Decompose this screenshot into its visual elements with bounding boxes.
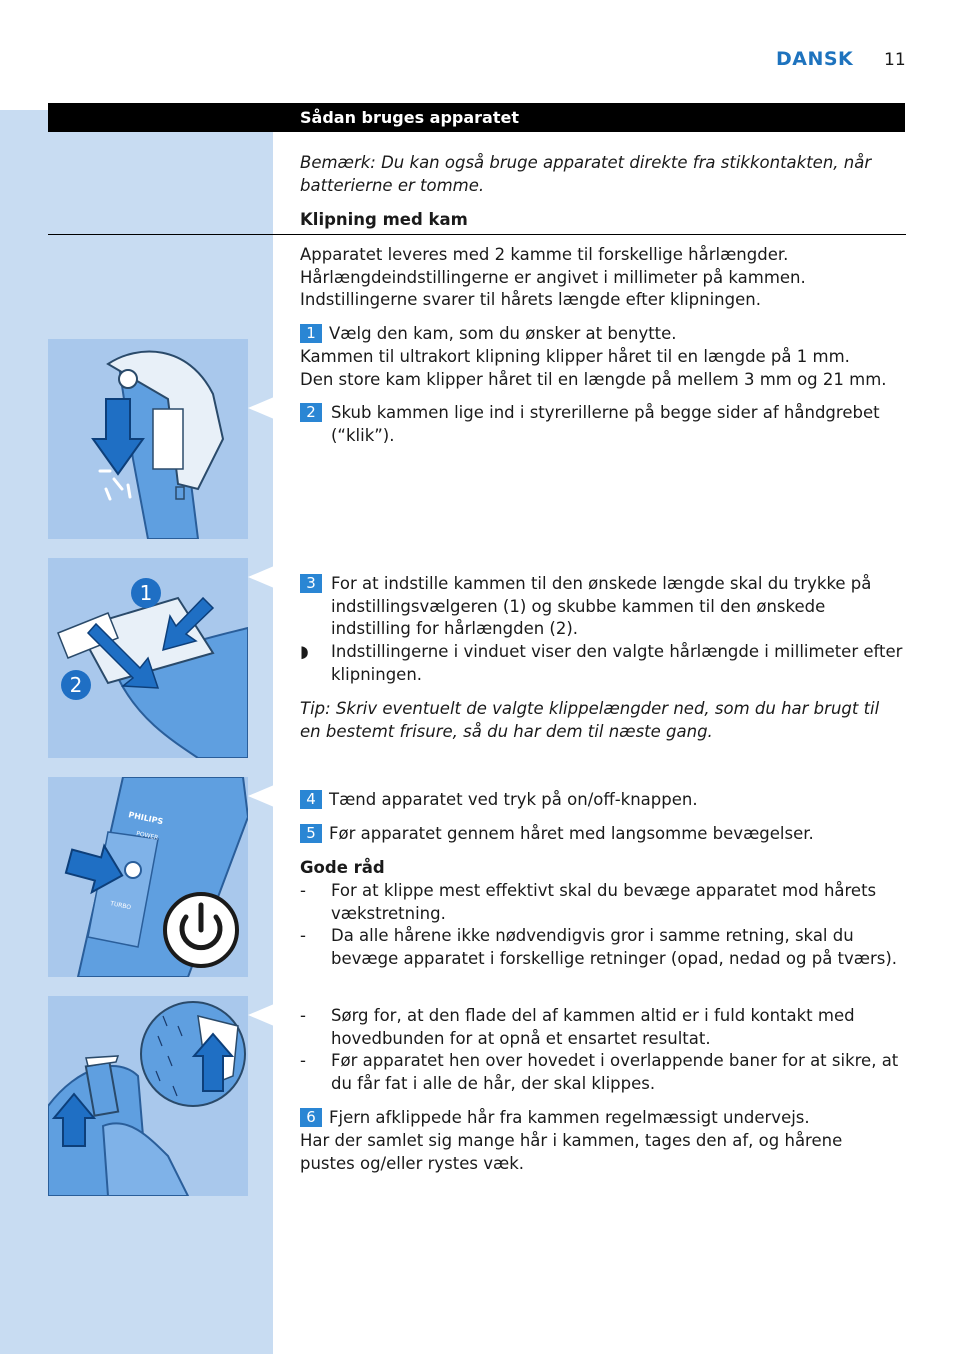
step-number: 2 — [300, 403, 322, 422]
attach-comb-drawing — [48, 339, 248, 539]
power-button-icon — [125, 862, 141, 878]
dash-mark: - — [300, 926, 306, 945]
advice-item — [300, 1050, 905, 1096]
illustration-attach-comb — [48, 339, 248, 539]
step-6-detail: Har der samlet sig mange hår i kammen, tages den af, og hårene pustes og/eller rystes væk. — [300, 1131, 843, 1173]
illustration-pointer — [248, 1004, 274, 1026]
step-3 — [300, 573, 905, 641]
dash-mark: - — [300, 1006, 306, 1025]
subheading: Klipning med kam — [300, 210, 468, 229]
tip-text: Tip: Skriv eventuelt de valgte klippelængder ned, som du har brugt til en bestemt frisure, så du har dem til næste gang. — [300, 699, 880, 741]
intro-line: Apparatet leveres med 2 kamme til forskellige hårlængder. — [300, 245, 789, 264]
illustration-power-on — [48, 777, 248, 977]
step-6 — [300, 1107, 905, 1130]
intro-paragraph — [300, 244, 905, 312]
step-number: 4 — [300, 790, 322, 809]
illustration-pointer — [248, 785, 274, 807]
step-number: 5 — [300, 824, 322, 843]
bullet-mark: ◗ — [300, 642, 309, 661]
step-1 — [300, 323, 905, 346]
advice-item — [300, 1005, 905, 1051]
brand-label: PHILIPS — [127, 810, 164, 827]
advice-heading: Gode råd — [300, 858, 385, 877]
step-text: Før apparatet gennem håret med langsomme bevægelser. — [329, 824, 814, 843]
advice-text: For at klippe mest effektivt skal du bevæge apparatet mod hårets vækstretning. — [331, 881, 877, 923]
step-text: Vælg den kam, som du ønsker at benytte. — [329, 324, 677, 343]
cutting-hair-drawing — [48, 996, 248, 1196]
step-2 — [300, 402, 905, 448]
step-text: Skub kammen lige ind i styrerillerne på begge sider af håndgrebet (“klik”). — [331, 403, 880, 445]
step-text: Tænd apparatet ved tryk på on/off-knappen. — [329, 790, 698, 809]
divider — [48, 234, 906, 235]
step-5 — [300, 823, 905, 846]
result-bullet — [300, 641, 905, 687]
adjust-length-drawing — [48, 558, 248, 758]
power-label: POWER — [135, 830, 159, 842]
detail-line: Kammen til ultrakort klipning klipper håret til en længde på 1 mm. — [300, 347, 850, 366]
language-label: DANSK — [776, 48, 854, 70]
turbo-label: TURBO — [109, 900, 132, 912]
dash-mark: - — [300, 1051, 306, 1070]
step-number: 6 — [300, 1108, 322, 1127]
intro-line: Hårlængdeindstillingerne er angivet i millimeter på kammen. — [300, 267, 806, 287]
advice-item — [300, 880, 905, 926]
illustration-adjust-length — [48, 558, 248, 758]
step-text: For at indstille kammen til den ønskede længde skal du trykke på indstillingsvælgeren (1) og skubbe kammen til den ønskede indstilling for hårlængden (2). — [331, 574, 872, 638]
advice-item — [300, 925, 905, 971]
power-on-drawing — [48, 777, 248, 977]
detail-line: Den store kam klipper håret til en længde på mellem 3 mm og 21 mm. — [300, 369, 887, 389]
page-number: 11 — [884, 50, 906, 70]
advice-text: Da alle hårene ikke nødvendigvis gror i samme retning, skal du bevæge apparatet i forskellige retninger (opad, nedad og på tværs). — [331, 926, 898, 968]
advice-text: Før apparatet hen over hovedet i overlappende baner for at sikre, at du får fat i alle de hår, der skal klippes. — [331, 1051, 899, 1093]
illustration-pointer — [248, 566, 274, 588]
intro-line: Indstillingerne svarer til hårets længde efter klipningen. — [300, 290, 761, 309]
section-header-bar — [48, 103, 905, 132]
callout-1-text: 1 — [139, 581, 153, 605]
illustration-cutting-hair — [48, 996, 248, 1196]
section-title: Sådan bruges apparatet — [300, 108, 519, 127]
step-1-detail — [300, 346, 905, 391]
step-number: 3 — [300, 574, 322, 593]
advice-text: Sørg for, at den flade del af kammen altid er i fuld kontakt med hovedbunden for at opnå et ensartet resultat. — [331, 1006, 855, 1048]
note-text: Bemærk: Du kan også bruge apparatet direkte fra stikkontakten, når batterierne er tomme. — [300, 153, 872, 195]
step-4 — [300, 789, 905, 812]
bullet-text: Indstillingerne i vinduet viser den valgte hårlængde i millimeter efter klipningen. — [331, 642, 903, 684]
dash-mark: - — [300, 881, 306, 900]
callout-2-text: 2 — [69, 673, 83, 697]
step-number: 1 — [300, 324, 322, 343]
illustration-pointer — [248, 397, 274, 419]
step-text: Fjern afklippede hår fra kammen regelmæssigt undervejs. — [329, 1108, 810, 1127]
